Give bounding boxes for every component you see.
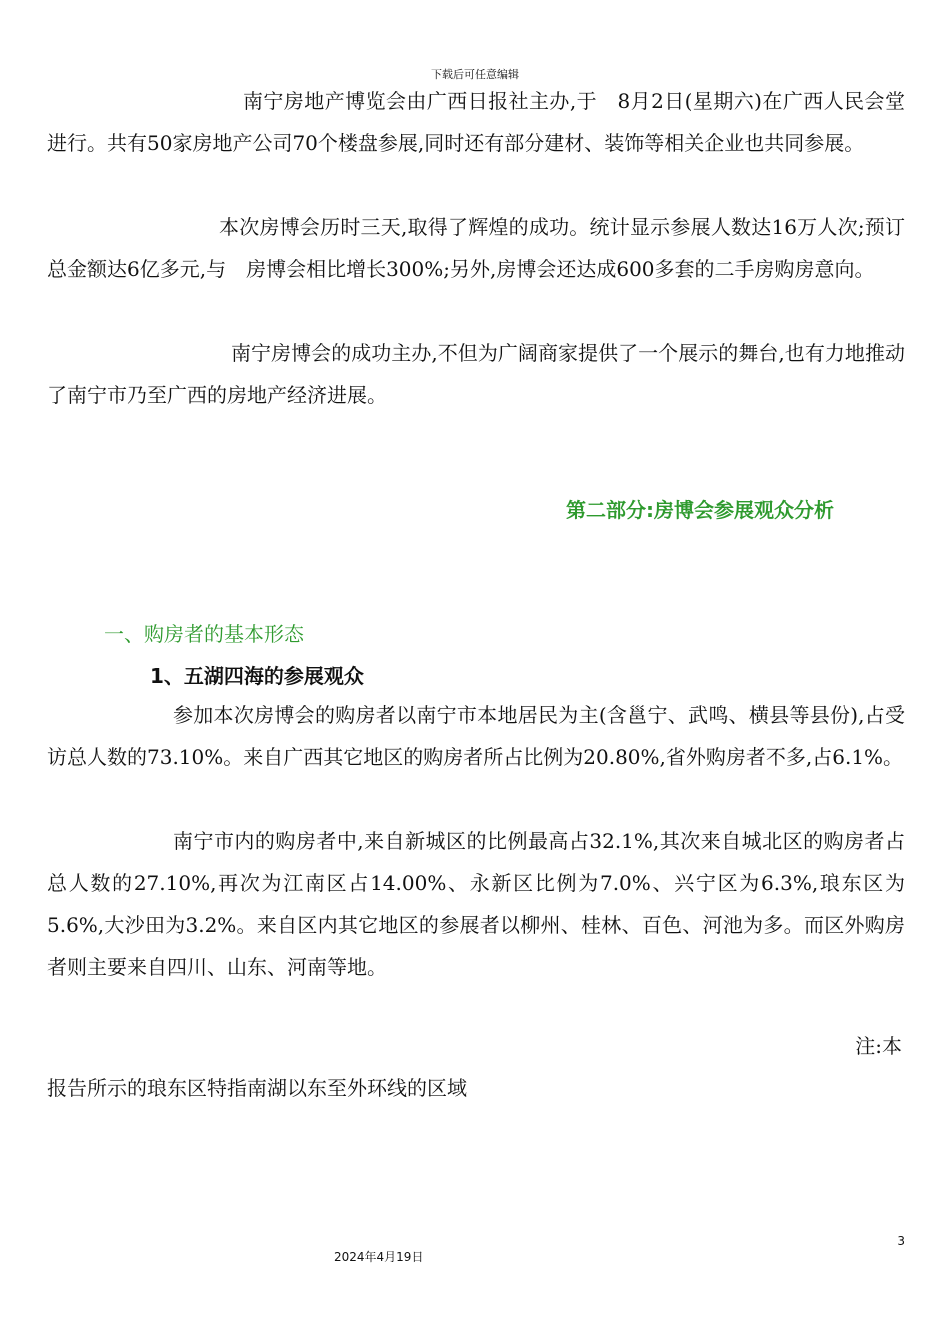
footer-date: 2024年4月19日 [334,1250,424,1264]
intro-paragraph-3: 南宁房博会的成功主办,不但为广阔商家提供了一个展示的舞台,也有力地推动了南宁市乃至广西的房地产经济进展。 [47,341,905,407]
visitor-origin-paragraph: 参加本次房博会的购房者以南宁市本地居民为主(含邕宁、武鸣、横县等县份),占受访总人数的73.10%。来自广西其它地区的购房者所占比例为20.80%,省外购房者不多,占6.1%。 [47,703,905,769]
intro-paragraph-2: 本次房博会历时三天,取得了辉煌的成功。统计显示参展人数达16万人次;预订总金额达6亿多元,与 房博会相比增长300%;另外,房博会还达成600多套的二手房购房意向。 [47,215,905,281]
page-number: 3 [897,1234,905,1248]
sub-title: 1、五湖四海的参展观众 [150,664,364,688]
part-two-title: 第二部分:房博会参展观众分析 [566,498,834,522]
intro-paragraph-1: 南宁房地产博览会由广西日报社主办,于 8月2日(星期六)在广西人民会堂进行。共有50家房地产公司70个楼盘参展,同时还有部分建材、装饰等相关企业也共同参展。 [47,89,905,155]
section-title: 一、购房者的基本形态 [104,622,304,646]
note-prefix: 注:本 [855,1034,902,1058]
note-text: 报告所示的琅东区特指南湖以东至外环线的区域 [47,1076,467,1100]
header-note: 下载后可任意编辑 [431,68,519,81]
district-breakdown-paragraph: 南宁市内的购房者中,来自新城区的比例最高占32.1%,其次来自城北区的购房者占总人数的27.10%,再次为江南区占14.00%、永新区比例为7.0%、兴宁区为6.3%,琅东区为5.6%,大沙田为3.2%。来自区内其它地区的参展者以柳州、桂林、百色、河池为多。而区外购房者则主要来自四川、山东、河南等地。 [47,829,905,979]
